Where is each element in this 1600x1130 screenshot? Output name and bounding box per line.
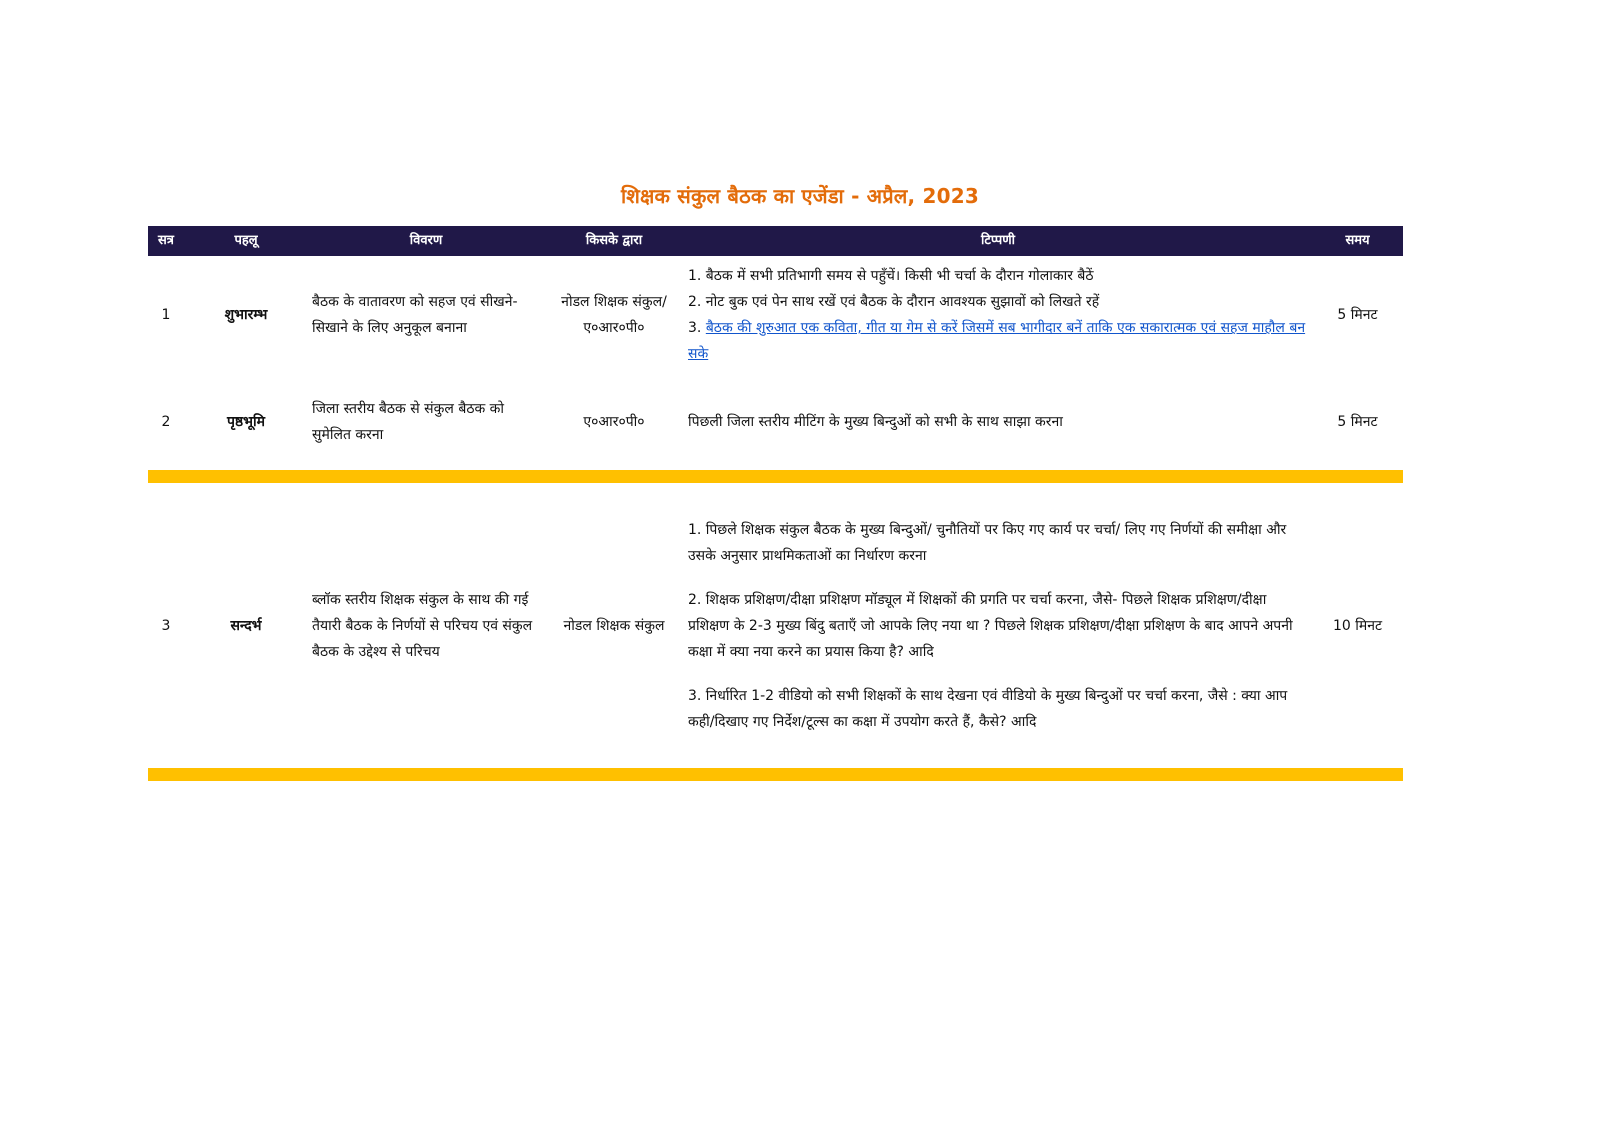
session-number: 2 <box>161 414 171 430</box>
notes-cell <box>684 256 1312 374</box>
by-whom-cell: ए०आर०पी० <box>583 414 645 430</box>
section-separator <box>148 768 1403 781</box>
notes-cell <box>684 374 1312 470</box>
note-item: पिछली जिला स्तरीय मीटिंग के मुख्य बिन्दुओं को सभी के साथ साझा करना <box>688 414 1063 430</box>
aspect-cell: शुभारम्भ <box>224 307 268 323</box>
separator-bar <box>148 768 1403 781</box>
description-cell: जिला स्तरीय बैठक से संकुल बैठक को सुमेलित करना <box>312 401 505 443</box>
time-cell: 5 मिनट <box>1337 414 1378 430</box>
time-cell: 10 मिनट <box>1332 617 1383 634</box>
session-number: 3 <box>161 617 171 634</box>
page-title: शिक्षक संकुल बैठक का एजेंडा - अप्रैल, 2023 <box>621 184 979 208</box>
header-session: सत्र <box>148 226 184 256</box>
table-header-row <box>148 226 1403 256</box>
note-item <box>688 315 1308 367</box>
time-cell: 5 मिनट <box>1337 307 1378 323</box>
agenda-table <box>148 226 1403 781</box>
table-row <box>148 483 1403 768</box>
note-link[interactable]: बैठक की शुरुआत एक कविता, गीत या गेम से करें जिसमें सब भागीदार बनें ताकि एक सकारात्मक एवं सहज माहौल बन सके <box>688 320 1306 362</box>
header-aspect: पहलू <box>184 226 308 256</box>
note-item: 3. निर्धारित 1-2 वीडियो को सभी शिक्षकों के साथ देखना एवं वीडियो के मुख्य बिन्दुओं पर चर्चा करना, जैसे : क्या आप कही/दिखाए गए निर्देश/टूल्स का कक्षा में उपयोग करते हैं, कैसे? आदि <box>688 687 1288 730</box>
table-row <box>148 374 1403 470</box>
note-item: 2. शिक्षक प्रशिक्षण/दीक्षा प्रशिक्षण मॉड्यूल में शिक्षकों की प्रगति पर चर्चा करना, जैसे- पिछले शिक्षक प्रशिक्षण/दीक्षा प्रशिक्षण के 2-3 मुख्य बिंदु बताएँ जो आपके लिए नया था ? पिछले शिक्षक प्रशिक्षण/दीक्षा प्रशिक्षण के बाद आपने अपनी कक्षा में क्या नया करने का प्रयास किया है? आदि <box>688 591 1293 660</box>
header-by-whom: किसके द्वारा <box>544 226 684 256</box>
separator-bar <box>148 470 1403 483</box>
aspect-cell: पृष्ठभूमि <box>226 414 266 430</box>
header-notes: टिप्पणी <box>684 226 1312 256</box>
description-cell: ब्लॉक स्तरीय शिक्षक संकुल के साथ की गई तैयारी बैठक के निर्णयों से परिचय एवं संकुल बैठक के उद्देश्य से परिचय <box>312 591 533 660</box>
by-whom-cell: नोडल शिक्षक संकुल <box>563 617 665 634</box>
session-number: 1 <box>161 307 171 323</box>
description-cell: बैठक के वातावरण को सहज एवं सीखने-सिखाने के लिए अनुकूल बनाना <box>312 294 518 336</box>
note-item: 1. बैठक में सभी प्रतिभागी समय से पहुँचें। किसी भी चर्चा के दौरान गोलाकार बैठें <box>688 268 1094 284</box>
table-row <box>148 256 1403 374</box>
header-description: विवरण <box>308 226 544 256</box>
note-link-prefix: 3. <box>688 320 706 336</box>
note-item: 1. पिछले शिक्षक संकुल बैठक के मुख्य बिन्दुओं/ चुनौतियों पर किए गए कार्य पर चर्चा/ लिए गए निर्णयों की समीक्षा और उसके अनुसार प्राथमिकताओं का निर्धारण करना <box>688 521 1287 564</box>
notes-cell <box>684 483 1312 768</box>
note-item: 2. नोट बुक एवं पेन साथ रखें एवं बैठक के दौरान आवश्यक सुझावों को लिखते रहें <box>688 294 1100 310</box>
section-separator <box>148 470 1403 483</box>
aspect-cell: सन्दर्भ <box>230 617 262 634</box>
header-time: समय <box>1312 226 1403 256</box>
by-whom-cell: नोडल शिक्षक संकुल/ ए०आर०पी० <box>561 294 667 336</box>
